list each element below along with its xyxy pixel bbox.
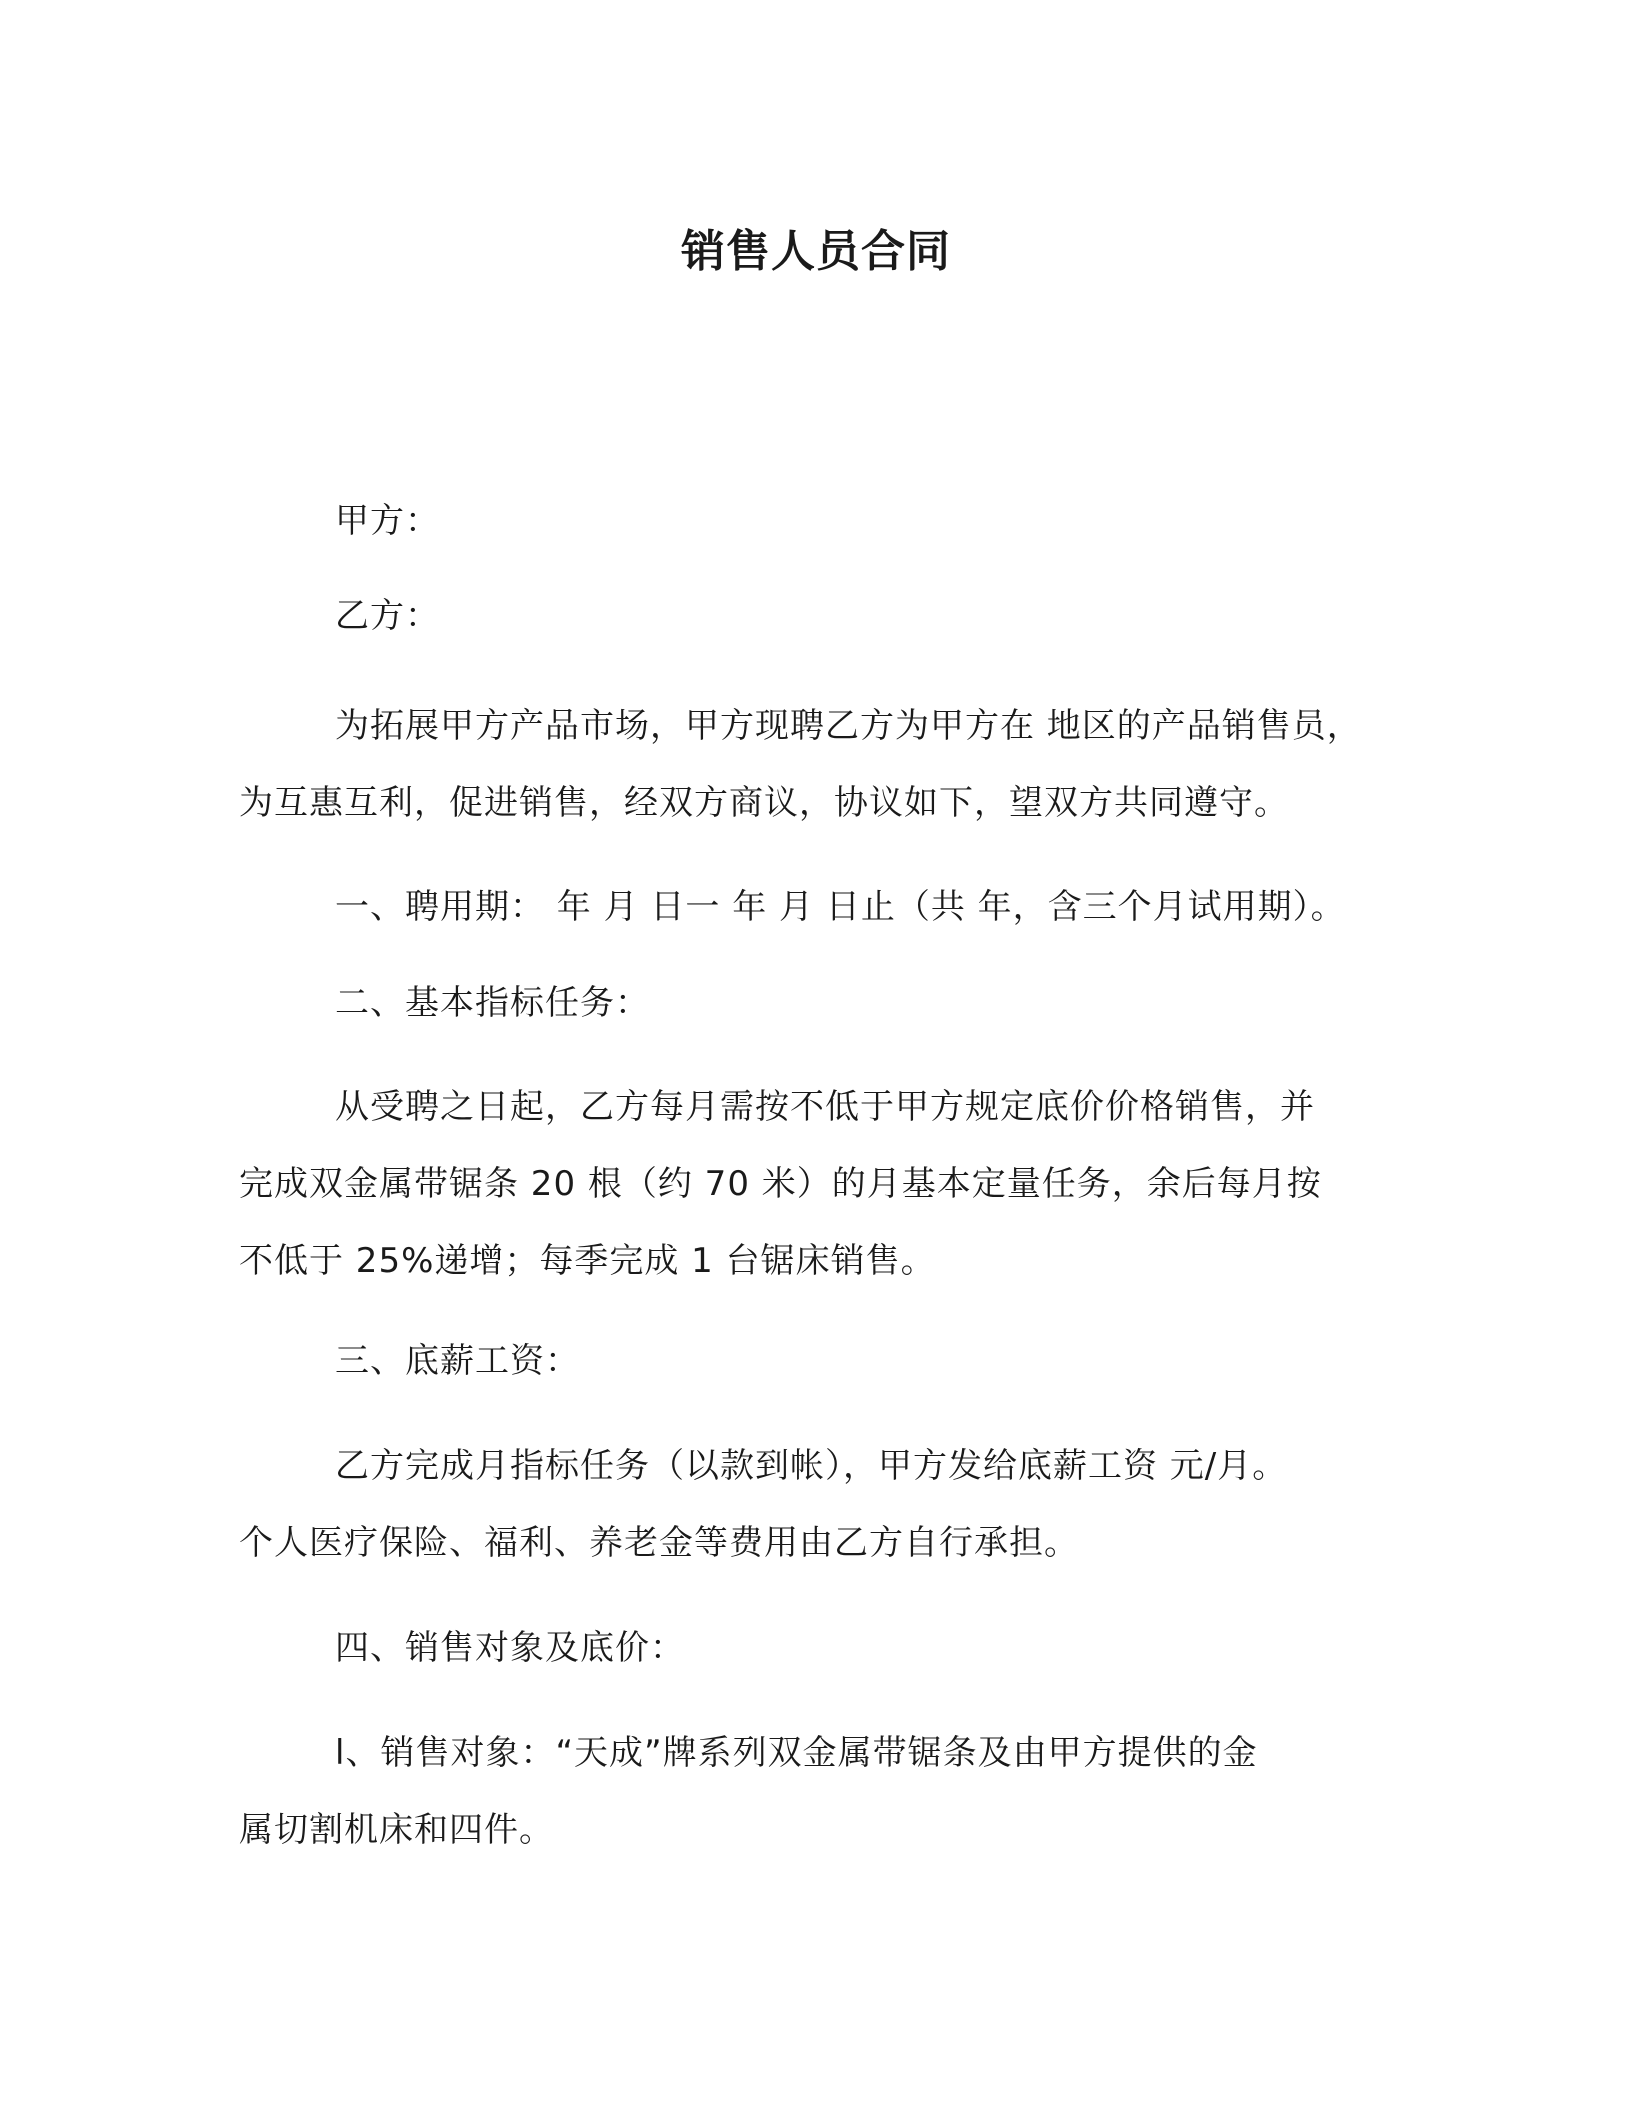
intro-line-1: 为拓展甲方产品市场，甲方现聘乙方为甲方在 地区的产品销售员， [335,706,1362,746]
section-3-heading: 三、底薪工资： [335,1341,580,1381]
party-a-label: 甲方： [335,501,440,541]
section-2-line-3: 不低于 25%递增；每季完成 1 台锯床销售。 [239,1241,936,1281]
section-4-item-1 [239,1715,1419,1869]
section-1-text: 一、聘用期： 年 月 日一 年 月 日止（共 年，含三个月试用期）。 [335,887,1346,927]
party-a-line [239,483,1419,560]
intro-line-2: 为互惠互利，促进销售，经双方商议，协议如下，望双方共同遵守。 [239,783,1289,823]
section-1 [239,869,1419,946]
party-b-line [239,578,1419,655]
section-2-line-1: 从受聘之日起，乙方每月需按不低于甲方规定底价价格销售，并 [335,1087,1315,1127]
section-4-item-1-line-1: l、销售对象：“天成”牌系列双金属带锯条及由甲方提供的金 [335,1733,1258,1773]
section-3-body [239,1428,1419,1582]
section-2-heading-block [239,965,1419,1042]
section-4-heading: 四、销售对象及底价： [335,1628,685,1668]
intro-paragraph [239,688,1419,842]
section-3-heading-block [239,1323,1419,1400]
section-2-heading: 二、基本指标任务： [335,983,650,1023]
section-2-line-2: 完成双金属带锯条 20 根（约 70 米）的月基本定量任务，余后每月按 [239,1164,1322,1204]
section-4-heading-block [239,1610,1419,1687]
section-3-line-1: 乙方完成月指标任务（以款到帐），甲方发给底薪工资 元/月。 [335,1446,1288,1486]
section-2-body [239,1069,1419,1300]
section-3-line-2: 个人医疗保险、福利、养老金等费用由乙方自行承担。 [239,1523,1079,1563]
section-4-item-1-line-2: 属切割机床和四件。 [239,1810,554,1850]
party-b-label: 乙方： [335,596,440,636]
page-title: 销售人员合同 [681,226,951,277]
